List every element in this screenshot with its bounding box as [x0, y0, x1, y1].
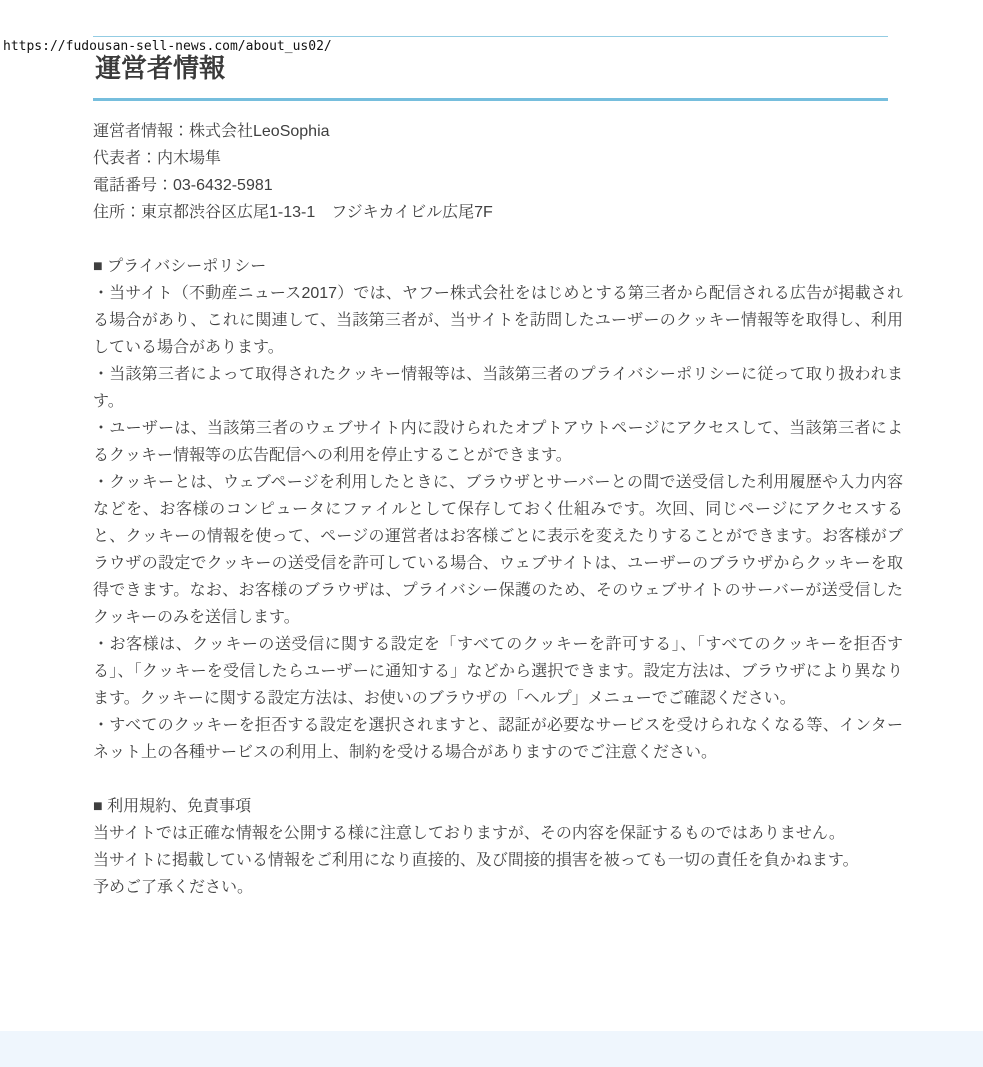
- operator-info-line: 電話番号：03-6432-5981: [93, 177, 273, 195]
- terms-heading: ■ 利用規約、免責事項: [93, 798, 252, 816]
- privacy-policy-heading: ■ プライバシーポリシー: [93, 258, 267, 276]
- privacy-policy-item: ・当サイト（不動産ニュース2017）では、ヤフー株式会社をはじめとする第三者から配信される広告が掲載される場合があり、これに関連して、当該第三者が、当サイトを訪問したユーザーのクッキー情報等を取得し、利用している場合があります。: [93, 285, 903, 357]
- privacy-policy-item: ・クッキーとは、ウェブページを利用したときに、ブラウザとサーバーとの間で送受信した利用履歴や入力内容などを、お客様のコンピュータにファイルとして保存しておく仕組みです。次回、同じページにアクセスすると、クッキーの情報を使って、ページの運営者はお客様ごとに表示を変えたりすることができます。お客様がブラウザの設定でクッキーの送受信を許可している場合、ウェブサイトは、ユーザーのブラウザからクッキーを取得できます。なお、お客様のブラウザは、プライバシー保護のため、そのウェブサイトのサーバーが送受信したクッキーのみを送信します。: [93, 474, 903, 627]
- operator-info-line: 代表者：内木場隼: [93, 150, 222, 168]
- privacy-policy-item: ・お客様は、クッキーの送受信に関する設定を「すべてのクッキーを許可する」、「すべてのクッキーを拒否する」、「クッキーを受信したらユーザーに通知する」などから選択できます。設定方法は、ブラウザにより異なります。クッキーに関する設定方法は、お使いのブラウザの「ヘルプ」メニューでご確認ください。: [93, 636, 903, 708]
- operator-info-line: 運営者情報：株式会社LeoSophia: [93, 123, 330, 141]
- page-content: [93, 36, 983, 901]
- footer-band: [0, 1031, 983, 1067]
- privacy-policy-item: ・すべてのクッキーを拒否する設定を選択されますと、認証が必要なサービスを受けられなくなる等、インターネット上の各種サービスの利用上、制約を受ける場合がありますのでご注意ください。: [93, 717, 903, 762]
- address-url-text: https://fudousan-sell-news.com/about_us02/: [3, 39, 332, 54]
- operator-info-line: 住所：東京都渋谷区広尾1-13-1 フジキカイビル広尾7F: [93, 204, 493, 222]
- terms-line: 当サイトに掲載している情報をご利用になり直接的、及び間接的損害を被っても一切の責任を負かねます。: [93, 852, 859, 870]
- page-body: [93, 118, 903, 901]
- terms-line: 予めご了承ください。: [93, 879, 254, 897]
- privacy-policy-item: ・当該第三者によって取得されたクッキー情報等は、当該第三者のプライバシーポリシーに従って取り扱われます。: [93, 366, 903, 411]
- page-title: 運営者情報: [95, 53, 226, 83]
- terms-line: 当サイトでは正確な情報を公開する様に注意しておりますが、その内容を保証するものではありません。: [93, 825, 845, 843]
- privacy-policy-item: ・ユーザーは、当該第三者のウェブサイト内に設けられたオプトアウトページにアクセスして、当該第三者によるクッキー情報等の広告配信への利用を停止することができます。: [93, 420, 903, 465]
